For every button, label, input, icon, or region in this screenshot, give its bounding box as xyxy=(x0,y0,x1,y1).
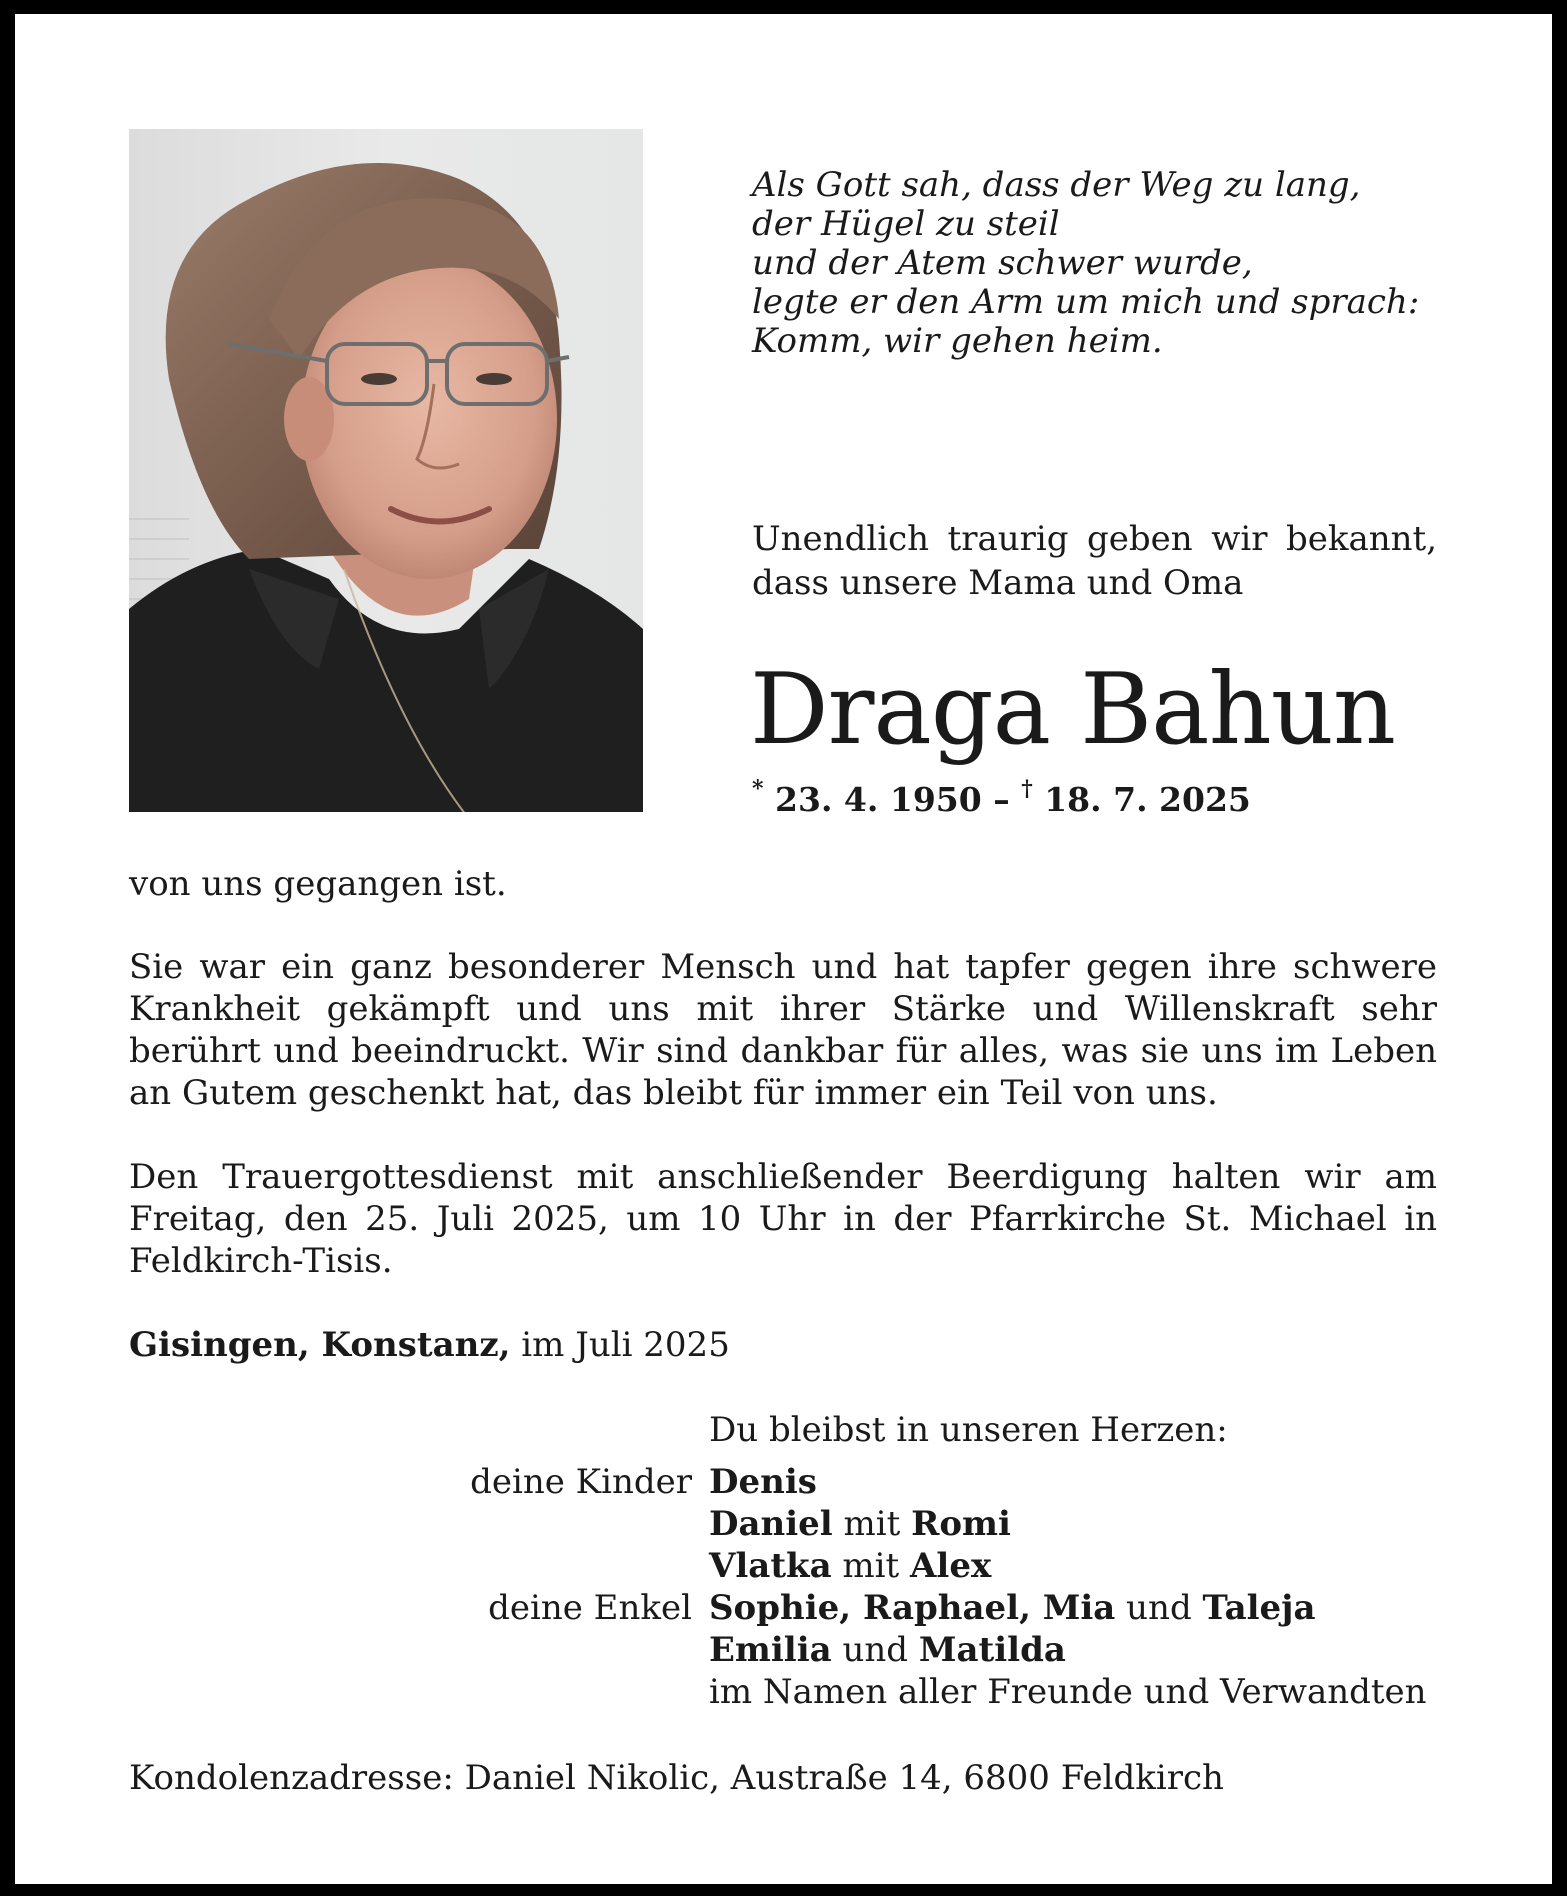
partner-name: Romi xyxy=(911,1504,1011,1544)
conjunction: und xyxy=(1115,1588,1203,1628)
funeral-paragraph: Den Trauergottesdienst mit anschließender Beerdigung halten wir am Freitag, den 25. Juli 2025, um 10 Uhr in der Pfarrkirche St. Michael in Feldkirch-Tisis. xyxy=(129,1157,1437,1281)
grandchild-names: Sophie, Raphael, Mia xyxy=(709,1588,1116,1628)
child-name: Daniel xyxy=(709,1504,833,1544)
child-name: Vlatka xyxy=(709,1546,832,1586)
announcement-line: dass unsere Mama und Oma xyxy=(752,563,1244,603)
mourner-line xyxy=(709,1545,991,1587)
place-date xyxy=(129,1323,730,1367)
conjunction: mit xyxy=(832,1504,912,1544)
date-separator: – xyxy=(981,780,1022,819)
grandchildren-label: deine Enkel xyxy=(488,1588,692,1628)
birth-date: 23. 4. 1950 xyxy=(775,780,982,819)
tribute-paragraph: Sie war ein ganz besonderer Mensch und hat tapfer gegen ihre schwere Krankheit gekämpft und uns mit ihrer Stärke und Willenskraft sehr berührt und beeindruckt. Wir sind dankbar für alles, was sie uns im Leben an Gutem geschenkt hat, das bleibt für immer ein Teil von uns. xyxy=(129,947,1437,1113)
life-dates xyxy=(752,776,1251,819)
mourner-line xyxy=(709,1587,1316,1629)
portrait-photo xyxy=(129,129,643,812)
poem-line: der Hügel zu steil xyxy=(752,204,1060,244)
poem-line: und der Atem schwer wurde, xyxy=(752,243,1253,283)
announcement-line: Unendlich traurig geben wir bekannt, xyxy=(752,519,1437,559)
grandchild-name: Emilia xyxy=(709,1630,832,1670)
death-date: 18. 7. 2025 xyxy=(1044,780,1251,819)
mourner-line xyxy=(709,1461,817,1503)
gone-text: von uns gegangen ist. xyxy=(129,864,507,904)
conjunction: mit xyxy=(831,1546,911,1586)
child-name: Denis xyxy=(709,1462,817,1502)
mourners-heading: Du bleibst in unseren Herzen: xyxy=(709,1410,1228,1450)
announcement xyxy=(752,517,1437,605)
mourner-line xyxy=(709,1629,1066,1671)
poem-line: legte er den Arm um mich und sprach: xyxy=(752,282,1420,322)
mourners-closing: im Namen aller Freunde und Verwandten xyxy=(709,1672,1427,1712)
condolence-address: Kondolenzadresse: Daniel Nikolic, Austraße 14, 6800 Feldkirch xyxy=(129,1758,1224,1798)
poem xyxy=(752,166,1452,361)
death-symbol: † xyxy=(1021,776,1033,802)
grandchild-name: Taleja xyxy=(1202,1588,1316,1628)
place-names: Gisingen, Konstanz, xyxy=(129,1325,511,1365)
children-label: deine Kinder xyxy=(470,1462,692,1502)
poem-line: Als Gott sah, dass der Weg zu lang, xyxy=(752,165,1361,205)
partner-name: Alex xyxy=(910,1546,992,1586)
birth-symbol: * xyxy=(752,776,764,802)
notice-date: im Juli 2025 xyxy=(510,1325,730,1365)
deceased-name: Draga Bahun xyxy=(750,653,1395,767)
mourner-line xyxy=(709,1503,1011,1545)
conjunction: und xyxy=(831,1630,919,1670)
poem-line: Komm, wir gehen heim. xyxy=(752,321,1163,361)
grandchild-name: Matilda xyxy=(918,1630,1066,1670)
